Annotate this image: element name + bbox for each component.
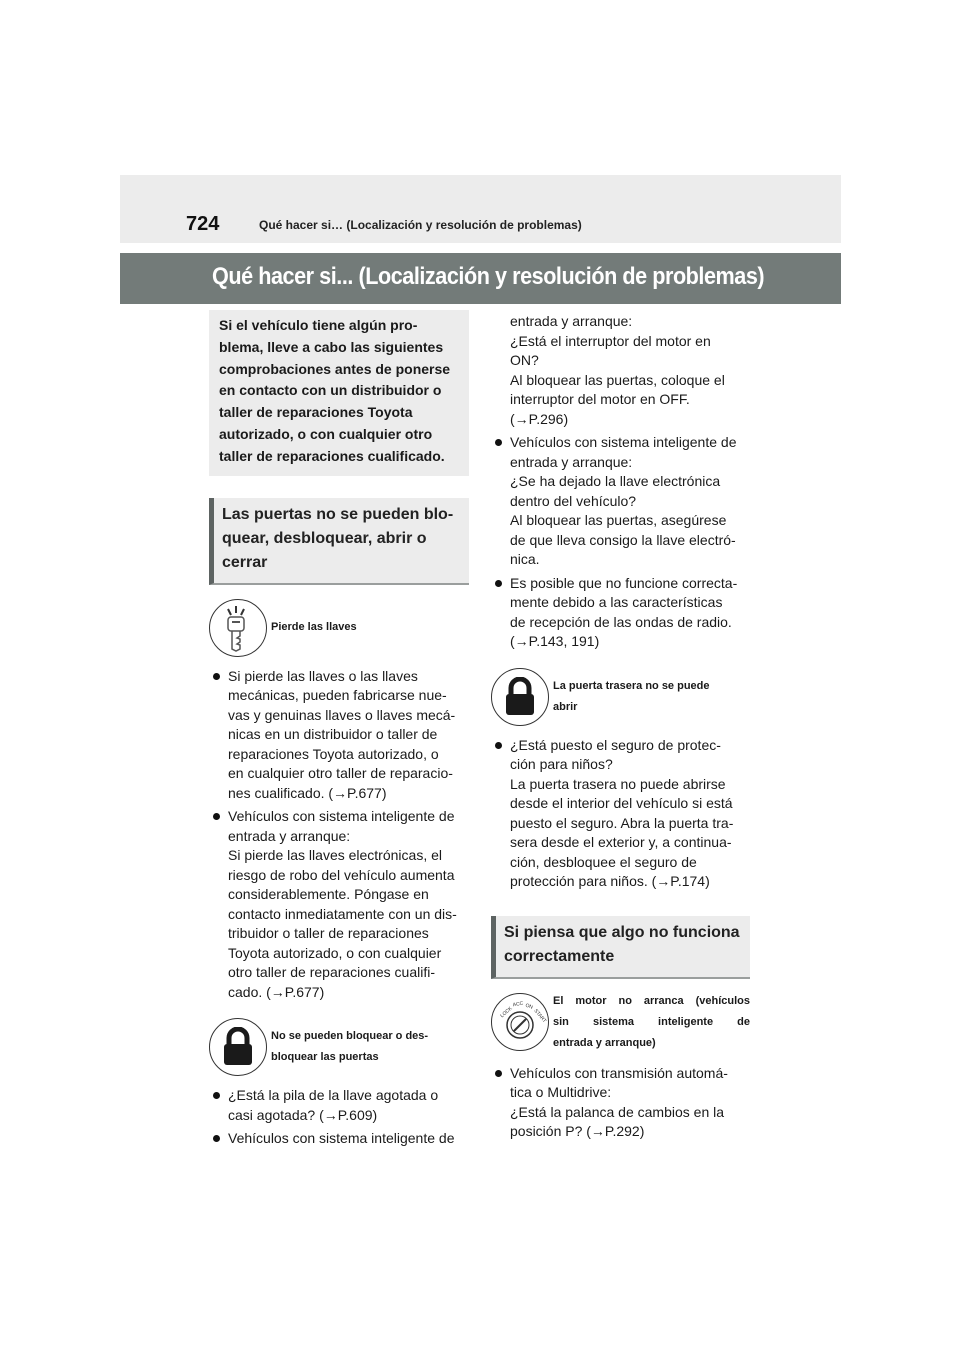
intro-line: taller de reparaciones cualificado. [219, 447, 445, 464]
text-line: No se pueden bloquear o des- [271, 1030, 429, 1043]
intro-line: blema, lleve a cabo las siguientes [219, 338, 444, 355]
ignition-acc-label: ACC [512, 1000, 524, 1009]
text-line: La puerta trasera no se puede [553, 679, 710, 692]
text-line: sin sistema inteligente de [553, 1015, 750, 1028]
text-line: Es posible que no funcione correcta- [510, 574, 738, 591]
text-line: Al bloquear las puertas, coloque el [510, 371, 725, 388]
bullet-item [209, 1129, 469, 1149]
ignition-on-label: ON [524, 1002, 534, 1011]
bullet-item [491, 433, 750, 570]
header-band [120, 175, 841, 243]
text-line: entrada y arranque) [553, 1036, 656, 1049]
heading-line: Si piensa que algo no funciona [504, 923, 740, 941]
text-line: posición P? (→P.292) [510, 1123, 645, 1139]
text-line: La puerta trasera no puede abrirse [510, 775, 726, 792]
right-column [491, 312, 750, 1142]
subsection-back-door [491, 668, 750, 726]
text-line: ¿Está puesto el seguro de protec- [510, 736, 721, 753]
text-line: entrada y arranque: [510, 313, 633, 329]
heading-line: Las puertas no se pueden blo- [222, 505, 454, 523]
text-line: tribuidor o taller de reparaciones [228, 925, 429, 942]
sub-label-back-door [553, 676, 710, 718]
sub-label-lost-keys: Pierde las llaves [271, 621, 357, 634]
subsection-engine [491, 991, 750, 1054]
bullet-item [209, 1086, 469, 1125]
text-line: tica o Multidrive: [510, 1084, 612, 1100]
ignition-lock-label: LOCK [499, 1005, 514, 1020]
text-line: de que lleva consigo la llave electró- [510, 531, 736, 548]
text-line: Si pierde las llaves o las llaves [228, 667, 418, 684]
section-heading-doors [209, 498, 469, 585]
page-number: 724 [186, 213, 220, 235]
bullet-item [209, 807, 469, 1002]
left-column [209, 310, 469, 1149]
text-line: de recepción de las ondas de radio. [510, 613, 732, 630]
text-line: entrada y arranque: [510, 453, 633, 470]
text-line: ON? [510, 352, 539, 368]
text-line: Toyota autorizado, o con cualquier [228, 944, 442, 961]
intro-line: comprobaciones antes de ponerse [219, 360, 451, 377]
text-line: cado. (→P.677) [228, 983, 325, 1000]
text-line: bloquear las puertas [271, 1051, 379, 1064]
text-line: reparaciones Toyota autorizado, o [228, 745, 439, 762]
text-line: sera desde el exterior y, a continua- [510, 834, 732, 850]
text-line: Vehículos con sistema inteligente de [228, 1130, 455, 1147]
text-line: riesgo de robo del vehículo aumenta [228, 866, 455, 883]
running-head: Qué hacer si… (Localización y resolución de problemas) [259, 218, 582, 232]
text-line: ¿Está la palanca de cambios en la [510, 1103, 725, 1120]
text-line: casi agotada? (→P.609) [228, 1106, 378, 1123]
text-line: otro taller de reparaciones cualifi- [228, 964, 435, 981]
text-line: Vehículos con sistema inteligente de [510, 434, 737, 450]
text-line: desde el interior del vehículo si está [510, 795, 733, 811]
subsection-lost-keys [209, 599, 469, 657]
intro-box [209, 310, 469, 476]
text-line: nicas en un distribuidor o taller de [228, 726, 438, 743]
text-line: El motor no arranca (vehículos [553, 994, 750, 1007]
sub-label-cannot-lock [271, 1026, 428, 1068]
text-line: nes cualificado. (→P.677) [228, 784, 387, 801]
intro-line: en contacto con un distribuidor o [219, 382, 442, 399]
text-line: Vehículos con transmisión automá- [510, 1064, 728, 1081]
text-line: ción para niños? [510, 756, 613, 772]
intro-line: Si el vehículo tiene algún pro- [219, 317, 418, 333]
bullet-item [491, 1064, 750, 1142]
text-line: interruptor del motor en OFF. [510, 391, 690, 407]
bullet-item [491, 736, 750, 892]
text-line: vas y genuinas llaves o llaves mecá- [228, 706, 456, 723]
text-line: ¿Está el interruptor del motor en [510, 332, 711, 349]
subsection-cannot-lock [209, 1018, 469, 1076]
text-line: ¿Está la pila de la llave agotada o [228, 1087, 439, 1104]
text-line: mente debido a las características [510, 594, 723, 610]
intro-line: autorizado, o con cualquier otro [219, 425, 433, 442]
chapter-title: Qué hacer si... (Localización y resolución de problemas) [212, 263, 765, 290]
intro-line: taller de reparaciones Toyota [219, 404, 413, 421]
bullet-item [209, 667, 469, 804]
text-line: ción, desbloquee el seguro de [510, 853, 697, 870]
chapter-title-bar [120, 253, 841, 304]
text-line: en cualquier otro taller de reparacio- [228, 765, 453, 782]
ignition-switch-icon [491, 993, 549, 1051]
key-icon [209, 599, 267, 657]
continued-text [491, 312, 750, 429]
text-line: Al bloquear las puertas, asegúrese [510, 512, 727, 528]
text-line: abrir [553, 700, 578, 713]
text-line: mecánicas, pueden fabricarse nue- [228, 687, 447, 704]
heading-line: quear, desbloquear, abrir o [222, 529, 427, 547]
text-line: Vehículos con sistema inteligente de [228, 808, 455, 825]
sub-label-engine [553, 991, 750, 1054]
heading-line: correctamente [504, 947, 615, 965]
padlock-icon [491, 668, 549, 726]
text-line: entrada y arranque: [228, 827, 351, 844]
padlock-icon [209, 1018, 267, 1076]
text-line: ¿Se ha dejado la llave electrónica [510, 473, 721, 489]
ignition-start-label: START [532, 1008, 547, 1025]
text-line: dentro del vehículo? [510, 492, 637, 509]
text-line: considerablemente. Póngase en [228, 886, 429, 903]
text-line: nica. [510, 551, 540, 567]
text-line: (→P.296) [510, 410, 569, 427]
text-line: protección para niños. (→P.174) [510, 873, 710, 889]
text-line: contacto inmediatamente con un dis- [228, 905, 457, 922]
bullet-item [491, 574, 750, 652]
section-heading-malfunction [491, 916, 750, 979]
text-line: puesto el seguro. Abra la puerta tra- [510, 814, 734, 831]
text-line: Si pierde las llaves electrónicas, el [228, 847, 442, 864]
text-line: (→P.143, 191) [510, 633, 600, 649]
heading-line: cerrar [222, 553, 268, 571]
